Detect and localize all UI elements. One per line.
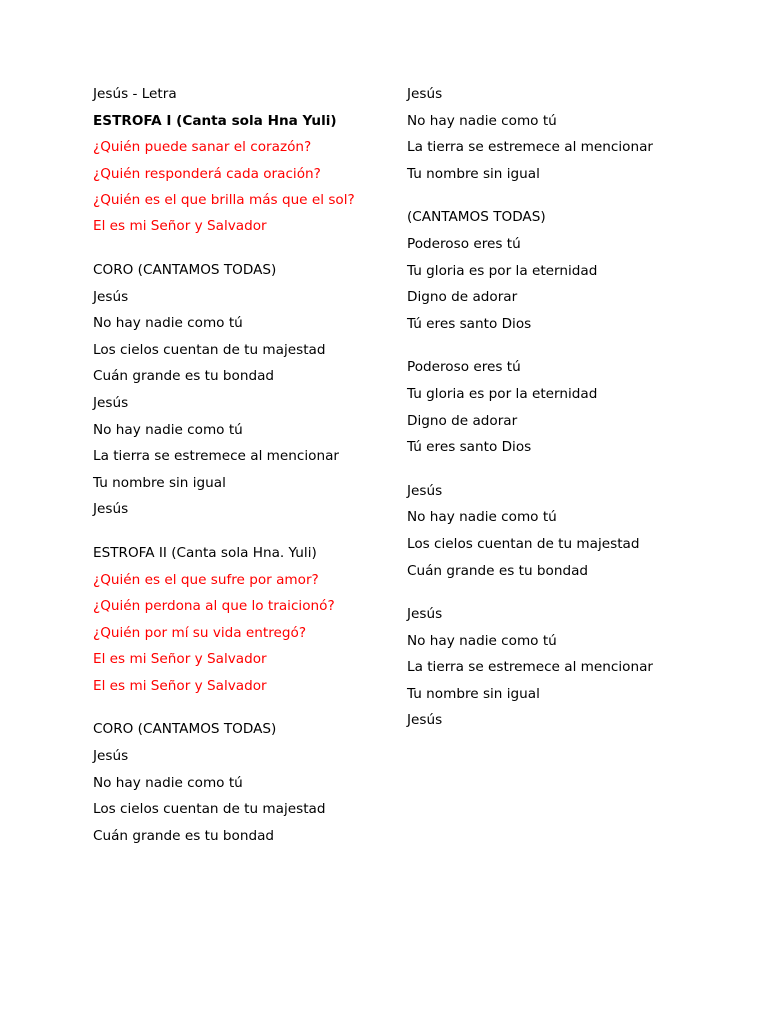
coro-1-line: La tierra se estremece al mencionar	[93, 448, 339, 465]
left-column	[93, 86, 368, 854]
coro-1-line: Los cielos cuentan de tu majestad	[93, 341, 326, 358]
right-column	[407, 86, 707, 739]
document-title: Jesús - Letra	[93, 86, 177, 102]
verse-line: Los cielos cuentan de tu majestad	[407, 535, 640, 552]
coro-2-line: Los cielos cuentan de tu majestad	[93, 801, 326, 818]
verse-line: Tu nombre sin igual	[407, 685, 540, 702]
verse-line: Jesús	[407, 482, 443, 499]
coro-1-line: Jesús	[93, 288, 129, 305]
estrofa-2-line: ¿Quién es el que sufre por amor?	[93, 571, 319, 588]
verse-line: Poderoso eres tú	[407, 235, 521, 252]
verse-line: La tierra se estremece al mencionar	[407, 139, 653, 156]
verse-line: Jesús	[407, 712, 443, 729]
verse-line: Tú eres santo Dios	[407, 439, 532, 456]
estrofa-2-line: ¿Quién por mí su vida entregó?	[93, 624, 307, 641]
verse-line: Poderoso eres tú	[407, 359, 521, 376]
verse-line: Jesús	[407, 86, 443, 102]
coro-1-line: No hay nadie como tú	[93, 421, 243, 438]
section-heading: (CANTAMOS TODAS)	[407, 209, 546, 226]
coro-2-line: No hay nadie como tú	[93, 774, 243, 791]
estrofa-1-heading: ESTROFA I (Canta sola Hna Yuli)	[93, 112, 337, 129]
coro-2-heading: CORO (CANTAMOS TODAS)	[93, 721, 277, 738]
verse-line: Tu nombre sin igual	[407, 165, 540, 182]
coro-1-heading: CORO (CANTAMOS TODAS)	[93, 261, 277, 278]
estrofa-2-line: El es mi Señor y Salvador	[93, 677, 267, 694]
estrofa-1-line: ¿Quién es el que brilla más que el sol?	[93, 192, 355, 209]
estrofa-2-line: El es mi Señor y Salvador	[93, 651, 267, 668]
verse-line: Digno de adorar	[407, 289, 518, 306]
estrofa-1-line: ¿Quién puede sanar el corazón?	[93, 139, 312, 156]
estrofa-2-line: ¿Quién perdona al que lo traicionó?	[93, 598, 335, 615]
verse-line: No hay nadie como tú	[407, 509, 557, 526]
coro-1-line: Cuán grande es tu bondad	[93, 368, 275, 385]
verse-line: Jesús	[407, 606, 443, 623]
verse-line: Tu gloria es por la eternidad	[407, 385, 598, 402]
coro-1-line: Jesús	[93, 501, 129, 518]
verse-line: Tú eres santo Dios	[407, 315, 532, 332]
verse-line: Tu gloria es por la eternidad	[407, 262, 598, 279]
estrofa-2-heading: ESTROFA II (Canta sola Hna. Yuli)	[93, 544, 317, 561]
coro-1-line: No hay nadie como tú	[93, 315, 243, 332]
coro-2-line: Cuán grande es tu bondad	[93, 827, 275, 844]
estrofa-1-line: ¿Quién responderá cada oración?	[93, 165, 321, 182]
verse-line: Cuán grande es tu bondad	[407, 562, 589, 579]
verse-line: Digno de adorar	[407, 412, 518, 429]
coro-1-line: Tu nombre sin igual	[93, 474, 226, 491]
verse-line: No hay nadie como tú	[407, 632, 557, 649]
coro-1-line: Jesús	[93, 394, 129, 411]
coro-2-line: Jesús	[93, 748, 129, 765]
verse-line: La tierra se estremece al mencionar	[407, 659, 653, 676]
estrofa-1-line: El es mi Señor y Salvador	[93, 218, 267, 235]
verse-line: No hay nadie como tú	[407, 112, 557, 129]
